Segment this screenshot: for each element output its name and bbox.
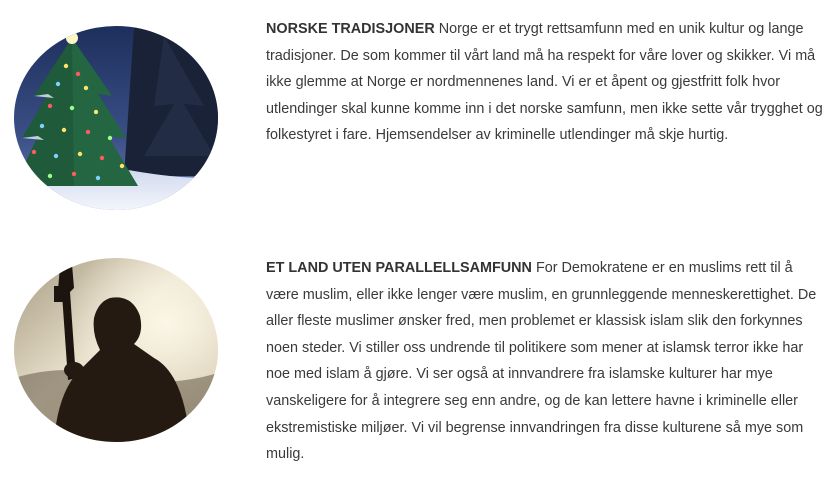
section-body: Norge er et trygt rettsamfunn med en unik kultur og lange tradisjoner. De som kommer til vårt land må ha respekt for våre lover og skikker. Vi må ikke glemme at Norge er nordmennenes land. Vi er et åpent og gjestfritt folk hvor utlendinger skal kunne komme inn i det norske samfunn, men ikke sette vår trygghet og folkestyret i fare. Hjemsendelser av kriminelle utlendinger må skje hurtig. — [266, 21, 823, 144]
section-et-land-uten-parallellsamfunn — [0, 240, 836, 490]
armed-silhouette-photo — [14, 258, 218, 442]
section-text — [266, 255, 826, 468]
section-text — [266, 16, 826, 149]
christmas-tree-photo — [14, 26, 218, 210]
section-body: For Demokratene er en muslims rett til å være muslim, eller ikke lenger være muslim, en grunnleggende menneskerettighet. De aller fleste muslimer ønsker fred, men problemet er klassisk islam slik den forkynnes noen steder. Vi stiller oss undrende til politikere som mener at islamsk terror ikke har noe med islam å gjøre. Vi ser også at innvandrere fra islamske kulturer har mye vanskeligere for å integrere seg enn andre, og de kan lettere havne i kriminelle eller ekstremistiske miljøer. Vi vil begrense innvandringen fra disse kulturene så mye som mulig. — [266, 260, 817, 463]
section-heading: ET LAND UTEN PARALLELLSAMFUNN — [266, 260, 532, 276]
section-norske-tradisjoner — [0, 0, 836, 230]
section-heading: NORSKE TRADISJONER — [266, 21, 435, 37]
